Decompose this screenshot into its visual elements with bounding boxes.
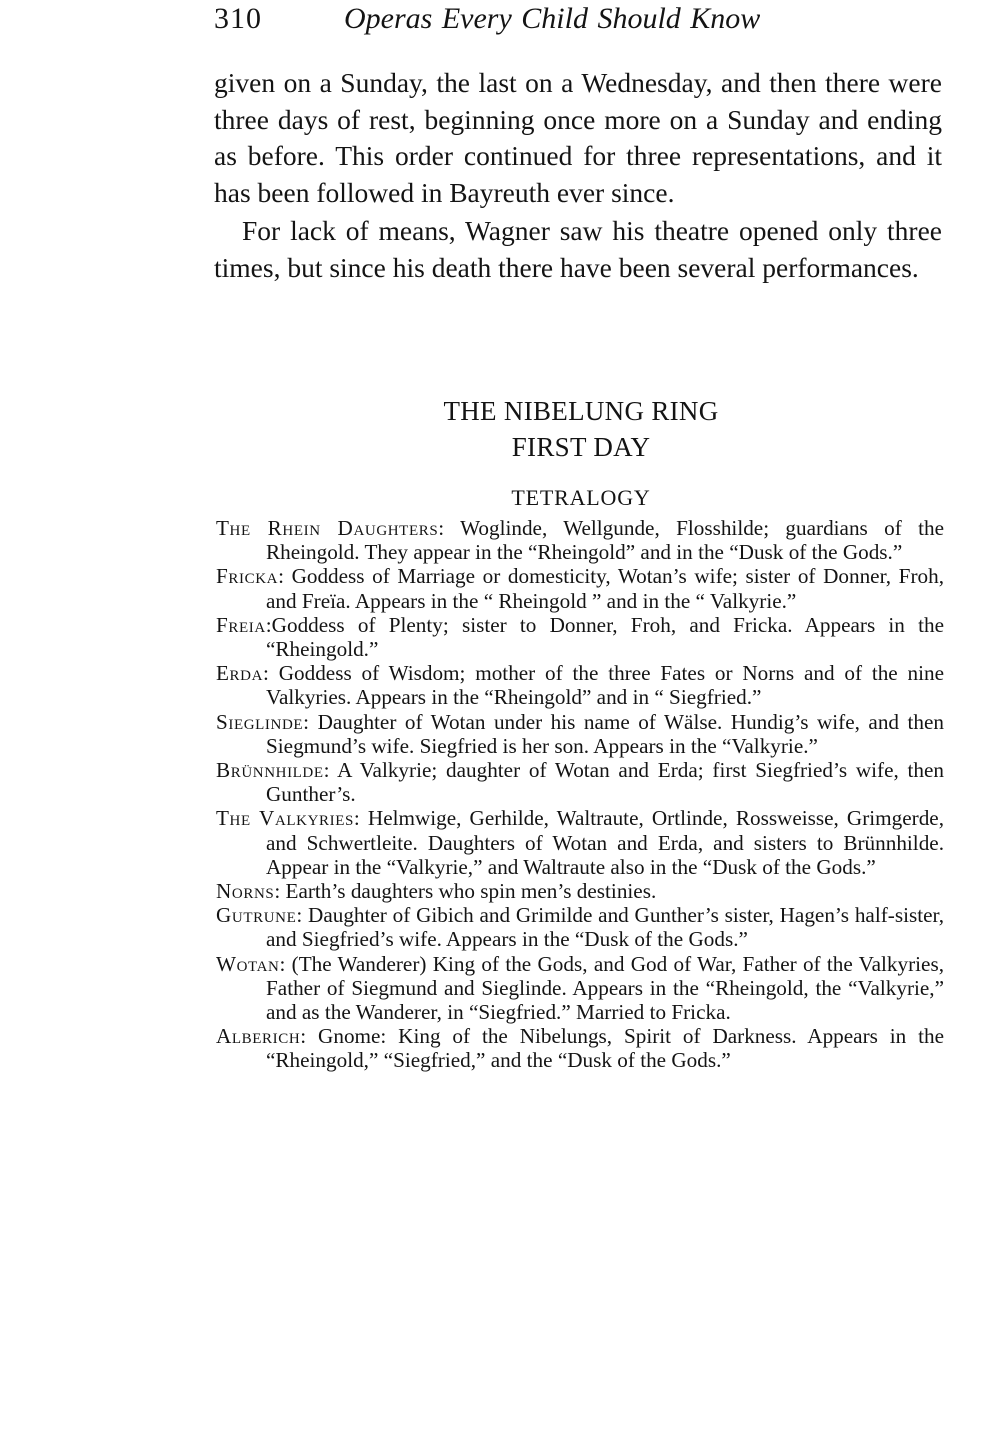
body-text: [214, 65, 942, 286]
character-name: Wotan: [216, 951, 280, 976]
character-entry: Gutrune: Daughter of Gibich and Grimilde and Gunther’s sister, Hagen’s half-sister, and Siegfried’s wife. Appears in the “Dusk of the Gods.”: [216, 903, 944, 952]
character-description: Goddess of Plenty; sister to Donner, Froh, and Fricka. Appears in the “Rheingold.”: [266, 612, 944, 662]
character-entry: Norns: Earth’s daughters who spin men’s destinies.: [216, 879, 657, 904]
running-title: Operas Every Child Should Know: [344, 2, 761, 35]
character-entry: Sieglinde: Daughter of Wotan under his name of Wälse. Hundig’s wife, and then Siegmund’s wife. Siegfried is her son. Appears in the “Valkyrie.”: [216, 709, 944, 758]
character-name: Gutrune: [216, 903, 297, 928]
character-description: A Valkyrie; daughter of Wotan and Erda; first Siegfried’s wife, then Gunther’s.: [266, 758, 944, 807]
character-description: Daughter of Wotan under his name of Wälse. Hundig’s wife, and then Siegmund’s wife. Siegfried is her son. Appears in the “Valkyrie.”: [266, 709, 944, 758]
character-name: Brünnhilde: [216, 758, 324, 783]
section-subtitle: FIRST DAY: [511, 432, 651, 462]
character-description: Helmwige, Gerhilde, Waltraute, Ortlinde, Rossweisse, Grimgerde, and Schwertleite. Daughters of Wotan and Erda, and sisters to Brünnhilde. Appear in the “Valkyrie,” and Waltraute also in the “Dusk of the Gods.”: [266, 806, 945, 879]
page-number: 310: [214, 2, 262, 35]
character-description: Goddess of Marriage or domesticity, Wotan’s wife; sister of Donner, Froh, and Freïa. Appears in the “ Rheingold ” and in the “ Valkyrie.”: [266, 564, 945, 613]
section-title: THE NIBELUNG RING: [443, 396, 719, 426]
character-entry: Wotan: (The Wanderer) King of the Gods, and God of War, Father of the Valkyries, Father of Siegmund and Sieglinde. Appears in the “Rheingold, the “Valkyrie,” and as the Wanderer, in “Siegfried.” Married to Fricka.: [216, 951, 944, 1025]
character-name: Sieglinde: [216, 709, 304, 734]
character-name: Freia: [216, 612, 266, 637]
character-entry: Freia:Goddess of Plenty; sister to Donner, Froh, and Fricka. Appears in the “Rheingold.”: [216, 612, 944, 662]
character-entry: Fricka: Goddess of Marriage or domesticity, Wotan’s wife; sister of Donner, Froh, and Freïa. Appears in the “ Rheingold ” and in the “ Valkyrie.”: [216, 564, 945, 613]
character-entry: Erda: Goddess of Wisdom; mother of the three Fates or Norns and of the nine Valkyries. Appears in the “Rheingold” and in “ Siegfried.”: [216, 661, 944, 710]
paragraph: For lack of means, Wagner saw his theatre opened only three times, but since his death there have been several performances.: [214, 215, 942, 283]
character-name: Fricka: [216, 564, 279, 589]
section-label: TETRALOGY: [511, 485, 651, 510]
character-entry: Brünnhilde: A Valkyrie; daughter of Wotan and Erda; first Siegfried’s wife, then Gunther’s.: [216, 758, 944, 807]
character-name: The Rhein Daughters: [216, 516, 439, 540]
character-name: Erda: [216, 661, 264, 686]
character-name: Norns: [216, 879, 275, 904]
character-description: Earth’s daughters who spin men’s destinies.: [285, 879, 657, 904]
character-entry: The Rhein Daughters: Woglinde, Wellgunde, Flosshilde; guardians of the Rheingold. They appear in the “Rheingold” and in the “Dusk of the Gods.”: [216, 516, 944, 565]
character-description: Woglinde, Wellgunde, Flosshilde; guardians of the Rheingold. They appear in the “Rheingold” and in the “Dusk of the Gods.”: [266, 516, 944, 565]
character-description: Gnome: King of the Nibelungs, Spirit of Darkness. Appears in the “Rheingold,” “Siegfried,” and the “Dusk of the Gods.”: [266, 1024, 944, 1073]
character-list: [216, 516, 944, 1073]
running-head: [214, 2, 944, 42]
character-entry: The Valkyries: Helmwige, Gerhilde, Waltraute, Ortlinde, Rossweisse, Grimgerde, and Schwertleite. Daughters of Wotan and Erda, and sisters to Brünnhilde. Appear in the “Valkyrie,” and Waltraute also in the “Dusk of the Gods.”: [216, 806, 945, 879]
character-description: Goddess of Wisdom; mother of the three Fates or Norns and of the nine Valkyries. Appears in the “Rheingold” and in “ Siegfried.”: [266, 661, 944, 710]
character-description: (The Wanderer) King of the Gods, and God of War, Father of the Valkyries, Father of Siegmund and Sieglinde. Appears in the “Rheingold, the “Valkyrie,” and as the Wanderer, in “Siegfried.” Married to Fricka.: [266, 951, 944, 1025]
character-name: The Valkyries: [216, 806, 354, 831]
paragraph: given on a Sunday, the last on a Wednesday, and then there were three days of rest, beginning once more on a Sunday and ending as before. This order continued for three representations, and it has been followed in Bayreuth ever since.: [214, 67, 942, 208]
character-entry: Alberich: Gnome: King of the Nibelungs, Spirit of Darkness. Appears in the “Rheingold,” “Siegfried,” and the “Dusk of the Gods.”: [216, 1024, 944, 1073]
character-description: Daughter of Gibich and Grimilde and Gunther’s sister, Hagen’s half-sister, and Siegfried’s wife. Appears in the “Dusk of the Gods.”: [266, 903, 944, 952]
character-name: Alberich: [216, 1024, 301, 1049]
